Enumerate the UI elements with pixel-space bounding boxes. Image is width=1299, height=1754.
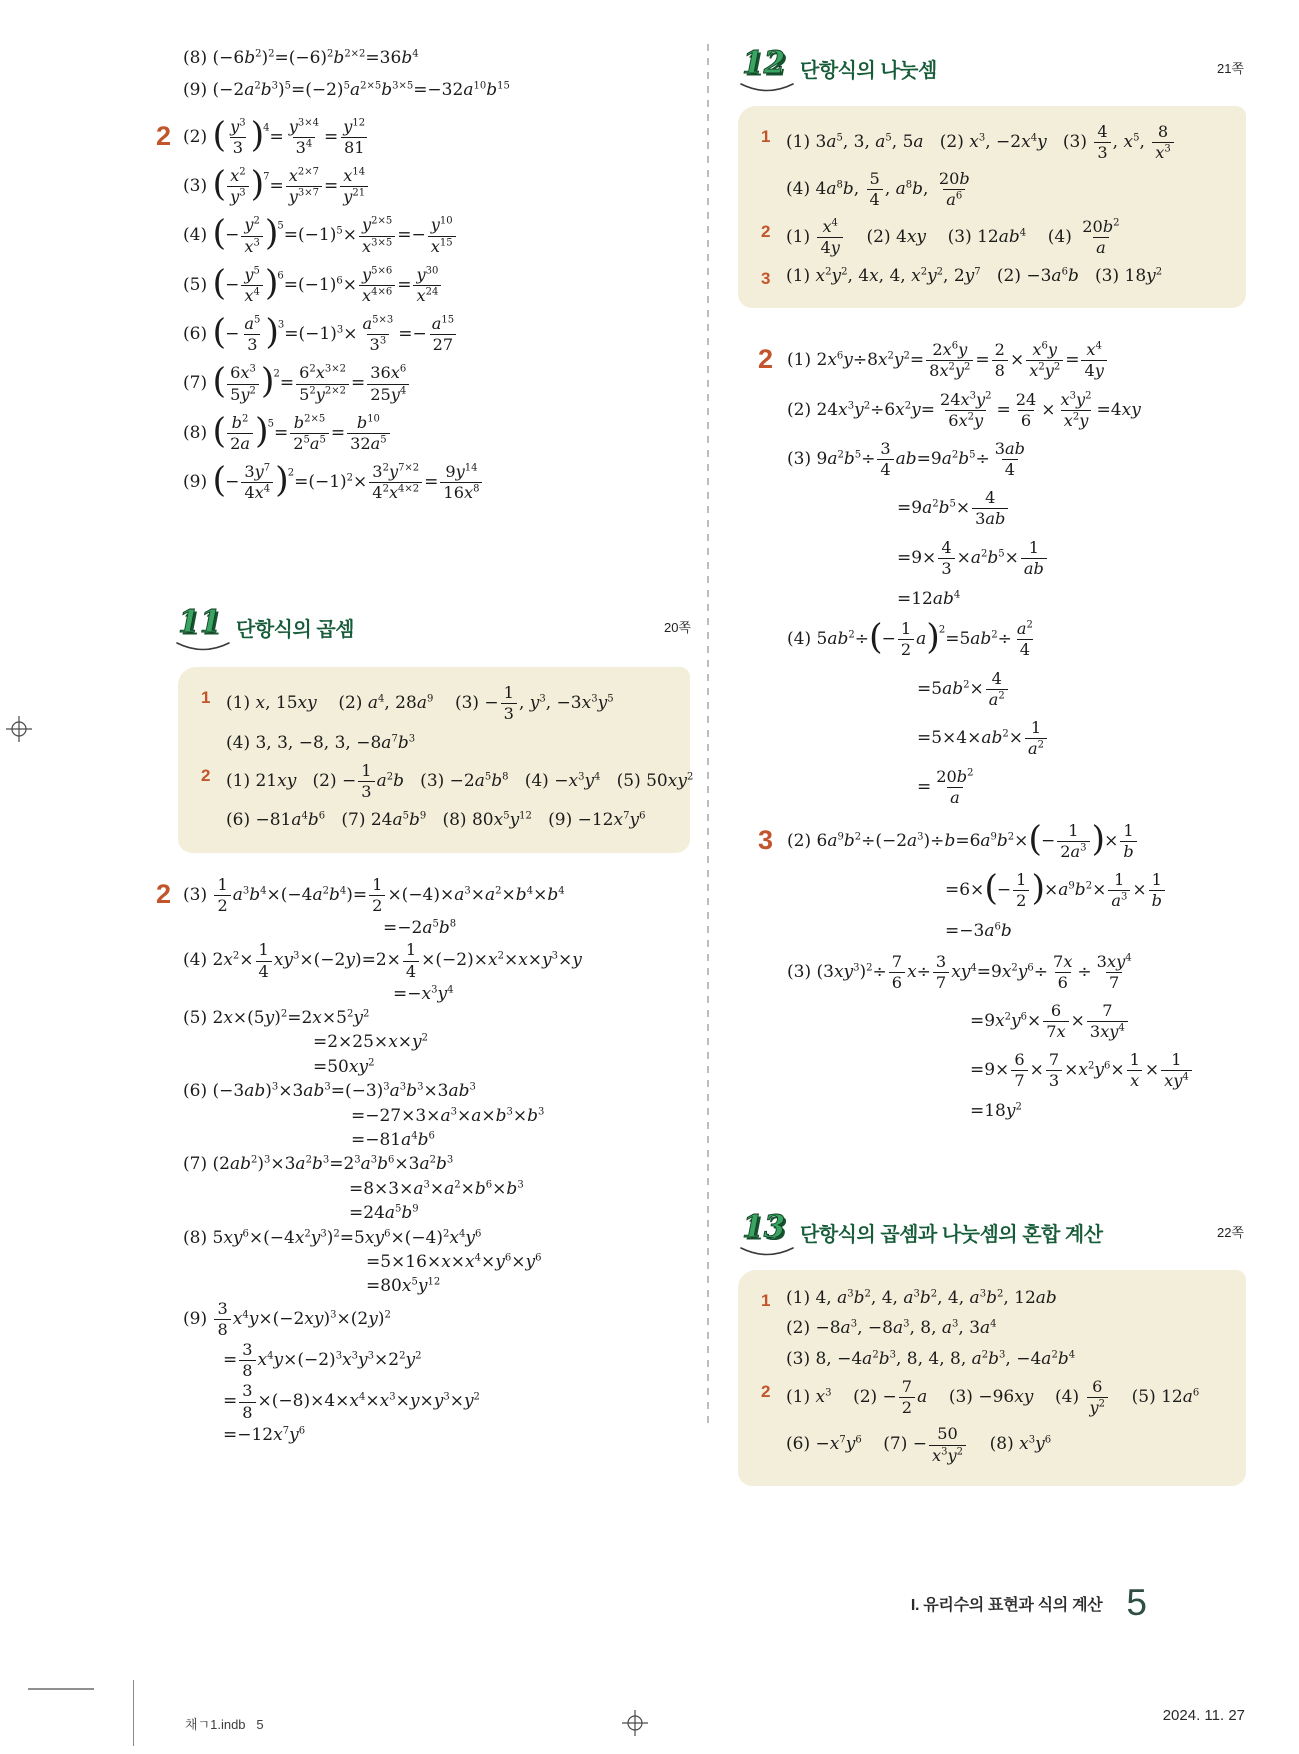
fraction: $\frac{7}{3xy^4}$	[1087, 1003, 1128, 1040]
solution-line: $=9a^2b^5\times$ $\frac{4}{3ab}$	[787, 490, 1246, 527]
fraction: $\frac{y^{5\times 6}}{x^{4\times 6}}$	[359, 267, 395, 304]
answer-box	[738, 1270, 1246, 1486]
fraction: $\frac{a^{15}}{27}$	[429, 316, 457, 353]
fraction: $\frac{3}{8}$	[214, 1301, 230, 1338]
section-number-icon: 11	[178, 604, 222, 641]
page-number: 5	[1126, 1582, 1147, 1623]
fraction: $\frac{b^{10}}{32a^5}$	[347, 415, 390, 452]
solution-block	[156, 874, 693, 1445]
section-header	[742, 1210, 1246, 1264]
fraction: $\frac{x^{2\times 7}}{y^{3\times 7}}$	[286, 168, 322, 205]
fraction: $\frac{6}{y^2}$	[1087, 1379, 1109, 1416]
fraction: $\frac{20b^2}{a}$	[936, 767, 974, 808]
fraction: $\frac{y^{10}}{x^{15}}$	[428, 217, 456, 254]
solution-line: (7) $(2ab^2)^3\times 3a^2b^3=2^3a^3b^6\times 3a^2b^3$	[183, 1154, 454, 1175]
fraction: $\frac{x^2}{y^3}$	[227, 168, 249, 205]
answer-line: (4) 3, 3, −8, 3, $-8a^7b^3$	[226, 732, 416, 753]
section-number-icon: 12	[742, 45, 786, 81]
solution-line: (6) (− $\frac{a^5}{3}$ )$^3=(-1)^3\times$ $\frac{a^{5\times 3}}{3^3}$ =− $\frac{a^{15}}{27}$	[183, 316, 693, 353]
problem-number: 2	[201, 765, 211, 785]
fraction: $\frac{9y^{14}}{16x^8}$	[440, 464, 482, 501]
solution-line: $=2\times 25\times x\times y^2$	[313, 1032, 429, 1053]
answer-line: (1) $x^2y^2$, 4x, 4, $x^2y^2$, $2y^7$ $(2) -3a^6b$ (3) $18y^2$	[786, 265, 1163, 286]
solution-line: =9× $\frac{4}{3}$ $\times a^2b^5\times$ $\frac{1}{ab}$	[787, 540, 1246, 577]
chapter-title: I. 유리수의 표현과 식의 계산	[910, 1596, 1103, 1614]
solution-line: $=-3a^6b$	[945, 921, 1012, 942]
problem-number: 2	[156, 120, 172, 151]
fraction: $\frac{3xy^4}{7}$	[1096, 951, 1132, 992]
fraction: $\frac{5}{4}$	[867, 171, 883, 208]
solution-line: $=5ab^2\times$ $\frac{4}{a^2}$	[787, 671, 1246, 708]
fraction: $\frac{3}{8}$	[239, 1383, 255, 1420]
page-footer	[911, 1582, 1147, 1624]
fraction: $\frac{a^2}{4}$	[1016, 619, 1033, 660]
fraction: $\frac{6}{7}$	[1011, 1052, 1027, 1089]
solution-line: (4) $2x^2\times$ $\frac{1}{4}$ $xy^3\times(-2y)=2\times$ $\frac{1}{4}$ $\times(-2)\times x^2\times x\times y^3\times y$	[183, 940, 582, 981]
solution-line: = $\frac{20b^2}{a}$	[787, 769, 1246, 806]
solution-line: (2) ( $\frac{y^3}{3}$ )$^4$= $\frac{y^{3\times 4}}{3^4}$ = $\frac{y^{12}}{81}$	[183, 119, 693, 156]
answer-line: (1) $3a^5$, 3, $a^5$, 5a (2) $x^3$, $-2x^4y$ (3) $\frac{4}{3}$ , $x^5$, $\frac{8}{x^3}$	[786, 124, 1232, 161]
fraction: $\frac{4}{3}$	[938, 540, 954, 577]
solution-line: $=-x^3y^4$	[393, 983, 454, 1004]
problem-number: 2	[156, 878, 172, 909]
fraction: $\frac{6^2x^{3\times 2}}{5^2y^{2\times 2}}$	[296, 365, 349, 402]
solution-line: (4) $5ab^2\div(-$ $\frac{1}{2}$ $a)^2=5ab^2\div$ $\frac{a^2}{4}$	[787, 621, 1246, 658]
answer-line: (1) x, 15xy (2) $a^4$, $28a^9$ (3) − $\frac{1}{3}$ , $y^3$, $-3x^3y^5$	[226, 683, 614, 724]
section-title: 단항식의 곱셈	[236, 619, 354, 642]
solution-line: (2) $6a^9b^2\div(-2a^3)\div b=6a^9b^2\times(-$ $\frac{1}{2a^3}$ )× $\frac{1}{b}$	[787, 823, 1246, 860]
fraction: $\frac{x^3y^2}{x^2y}$	[1060, 389, 1092, 430]
column-divider	[707, 44, 709, 1424]
solution-line: (8) $(-6b^2)^2=(-6)^2b^{2\times 2}=36b^4$	[183, 48, 419, 68]
fraction: $\frac{1}{a^3}$	[1108, 872, 1130, 909]
problem-number: 1	[201, 688, 211, 708]
solution-line: (6) $(-3ab)^3\times 3ab^3=(-3)^3a^3b^3\times 3ab^3$	[183, 1081, 476, 1102]
fraction: $\frac{3}{8}$	[239, 1342, 255, 1379]
answer-line: (3) 8, $-4a^2b^3$, 8, 4, 8, $a^2b^3$, $-4a^2b^4$	[786, 1348, 1076, 1369]
fraction: $\frac{36x^6}{25y^4}$	[367, 365, 409, 402]
solution-block	[156, 115, 693, 503]
fraction: $\frac{3}{7}$	[933, 954, 949, 991]
answer-row	[201, 760, 694, 831]
answer-row	[761, 122, 1232, 210]
answer-line: (1) $x^3$ (2) − $\frac{7}{2}$ a (3) −96xy (4) $\frac{6}{y^2}$ (5) $12a^6$	[786, 1377, 1200, 1418]
fraction: $\frac{1}{3}$	[358, 763, 374, 800]
fraction: $\frac{1}{b}$	[1149, 872, 1165, 909]
fraction: $\frac{24x^3y^2}{6x^2y}$	[939, 389, 992, 430]
solution-line: (9) (− $\frac{3y^7}{4x^4}$ )$^2=(-1)^2\times$ $\frac{3^2y^{7\times 2}}{4^2x^{4\times 2}}$ = $\frac{9y^{14}}{16x^8}$	[183, 464, 693, 501]
fraction: $\frac{7}{2}$	[899, 1379, 915, 1416]
solution-line: (4) (− $\frac{y^2}{x^3}$ )$^5=(-1)^5\times$ $\frac{y^{2\times 5}}{x^{3\times 5}}$ =− $\frac{y^{10}}{x^{15}}$	[183, 217, 693, 254]
problem-number: 1	[761, 127, 771, 146]
fraction: $\frac{7x}{6}$	[1053, 951, 1073, 992]
fraction: $\frac{1}{b}$	[1120, 823, 1136, 860]
solution-line: $=9x^2y^6\times$ $\frac{6}{7x}$ × $\frac{7}{3xy^4}$	[787, 1003, 1246, 1040]
solution-line: (9) $\frac{3}{8}$ $x^4y\times(-2xy)^3\times(2y)^2$	[183, 1298, 391, 1339]
fraction: $\frac{1}{2}$	[369, 877, 385, 914]
solution-line: (2) $24x^3y^2\div 6x^2y=$ $\frac{24x^3y^2}{6x^2y}$ = $\frac{24}{6}$ × $\frac{x^3y^2}{x^2y}$ =4xy	[787, 389, 1141, 430]
fraction: $\frac{7}{3}$	[1046, 1052, 1062, 1089]
solution-line: (1) $2x^6y\div 8x^2y^2=$ $\frac{2x^6y}{8x^2y^2}$ = $\frac{2}{8}$ × $\frac{x^6y}{x^2y^2}$ = $\frac{x^4}{4y}$	[787, 342, 1246, 379]
section-page-ref: 20쪽	[663, 620, 691, 636]
answer-line: (4) $4a^8b$, $\frac{5}{4}$ , $a^8b$, $\frac{20b}{a^6}$	[786, 171, 1232, 208]
fraction: $\frac{3y^7}{4x^4}$	[241, 464, 273, 501]
print-date: 2024. 11. 27	[1162, 1707, 1245, 1724]
solution-line: (5) $2x\times(5y)^2=2x\times 5^2y^2$	[183, 1008, 370, 1029]
fraction: $\frac{3ab}{4}$	[994, 438, 1025, 480]
fraction: $\frac{6}{7x}$	[1043, 1003, 1068, 1040]
right-column	[738, 40, 1246, 1486]
solution-line: $=18y^2$	[970, 1101, 1022, 1122]
fraction: $\frac{x^4}{4y}$	[1081, 342, 1106, 379]
fraction: $\frac{2}{8}$	[992, 342, 1008, 379]
fraction: $\frac{a^5}{3}$	[244, 314, 261, 355]
solution-line: = $\frac{3}{8}$ $\times(-8)\times 4\times x^4\times x^3\times y\times y^3\times y^2$	[223, 1381, 480, 1422]
solution-line: $=5\times 4\times ab^2\times$ $\frac{1}{a^2}$	[787, 720, 1246, 757]
solution-line: (3) $9a^2b^5\div$ $\frac{3}{4}$ $ab=9a^2b^5\div$ $\frac{3ab}{4}$	[787, 441, 1246, 478]
answer-line: (1) 4, $a^3b^2$, 4, $a^3b^2$, 4, $a^3b^2$, 12ab	[786, 1287, 1057, 1308]
solution-block	[158, 48, 693, 101]
solution-line: $=-12x^7y^6$	[223, 1424, 306, 1445]
fraction: $\frac{x^4}{4y}$	[817, 219, 842, 256]
fraction: $\frac{b^{2\times 5}}{2^5a^5}$	[290, 415, 329, 452]
fraction: $\frac{1}{x}$	[1127, 1052, 1143, 1089]
solution-line: $=5\times 16\times x\times x^4\times y^6\times y^6$	[366, 1252, 542, 1272]
problem-number: 3	[758, 824, 774, 855]
answer-row	[201, 683, 676, 753]
solution-line: $=24a^5b^9$	[349, 1203, 419, 1224]
fraction: $\frac{2x^6y}{8x^2y^2}$	[926, 342, 973, 379]
solution-line: =6×(− $\frac{1}{2}$ )$\times a^9b^2\times$ $\frac{1}{a^3}$ × $\frac{1}{b}$	[787, 872, 1246, 909]
fraction: $\frac{7}{6}$	[889, 954, 905, 991]
answer-line: $(2) -8a^3$, $-8a^3$, 8, $a^3$, $3a^4$	[786, 1318, 997, 1339]
answer-line: $(6) -x^7y^6$ (7) − $\frac{50}{x^3y^2}$ (8) $x^3y^6$	[786, 1424, 1052, 1465]
fraction: $\frac{4}{a^2}$	[986, 671, 1008, 708]
fraction: $\frac{y^{2\times 5}}{x^{3\times 5}}$	[359, 217, 395, 254]
fraction: $\frac{1}{2a^3}$	[1057, 823, 1089, 860]
problem-number: 2	[758, 344, 774, 375]
section-page-ref: 21쪽	[1216, 61, 1244, 76]
answer-line: (1) 21xy (2) − $\frac{1}{3}$ $a^2b$ $(3) -2a^5b^8$ $(4) -x^3y^4$ (5) $50xy^2$	[226, 760, 694, 802]
answer-line: (1) $\frac{x^4}{4y}$ (2) 4xy (3) $12ab^4$ (4) $\frac{20b^2}{a}$	[786, 219, 1232, 256]
solution-line: $=50xy^2$	[313, 1056, 375, 1077]
fraction: $\frac{y^{12}}{81}$	[340, 119, 368, 156]
problem-number: 2	[761, 1382, 771, 1402]
fraction: $\frac{a^{5\times 3}}{3^3}$	[362, 314, 394, 355]
problem-number: 3	[761, 268, 771, 288]
crop-mark-line	[28, 1688, 94, 1690]
answer-row	[761, 1287, 1232, 1369]
solution-line: =9× $\frac{6}{7}$ × $\frac{7}{3}$ $\times x^2y^6\times$ $\frac{1}{x}$ × $\frac{1}{xy^4}$	[787, 1052, 1246, 1089]
section-header	[178, 605, 693, 659]
registration-mark-bottom	[622, 1710, 648, 1736]
fraction: $\frac{y^{3\times 4}}{3^4}$	[288, 116, 320, 157]
fraction: $\frac{4}{3}$	[1094, 124, 1110, 161]
section-title: 단항식의 곱셈과 나눗셈의 혼합 계산	[800, 1223, 1103, 1246]
answer-box	[178, 667, 694, 852]
fraction: $\frac{24}{6}$	[1015, 389, 1037, 430]
fraction: $\frac{3}{4}$	[877, 441, 893, 478]
solution-line: (9) $(-2a^2b^3)^5=(-2)^5a^{2\times 5}b^{3\times 5}=-32a^{10}b^{15}$	[183, 80, 510, 101]
solution-line: (5) (− $\frac{y^5}{x^4}$ )$^6=(-1)^6\times$ $\frac{y^{5\times 6}}{x^{4\times 6}}$ = $\frac{y^{30}}{x^{24}}$	[183, 267, 693, 304]
fraction: $\frac{1}{xy^4}$	[1161, 1052, 1192, 1089]
answer-row	[761, 216, 1232, 257]
answer-line: $(6) -81a^4b^6$ (7) $24a^5b^9$ (8) $80x^5y^{12}$ $(9) -12x^7y^6$	[226, 810, 646, 831]
solution-line: $=8\times 3\times a^3\times a^2\times b^6\times b^3$	[349, 1178, 524, 1199]
fraction: $\frac{1}{2}$	[1013, 872, 1029, 909]
fraction: $\frac{1}{ab}$	[1021, 540, 1047, 577]
solution-line: $=-27\times 3\times a^3\times a\times b^3\times b^3$	[351, 1105, 545, 1126]
fraction: $\frac{x^{14}}{y^{21}}$	[340, 168, 368, 205]
solution-line: (3) $\frac{1}{2}$ $a^3b^4\times(-4a^2b^4)=$ $\frac{1}{2}$ $\times(-4)\times a^3\times a^2\times b^4\times b^4$	[183, 874, 565, 915]
fraction: $\frac{1}{4}$	[403, 942, 419, 979]
section-title: 단항식의 나눗셈	[800, 60, 937, 82]
fraction: $\frac{20b^2}{a}$	[1082, 216, 1120, 257]
section-page-ref: 22쪽	[1216, 1224, 1244, 1240]
fraction: $\frac{4}{3ab}$	[972, 490, 1008, 527]
solution-line: (3) ( $\frac{x^2}{y^3}$ )$^7$= $\frac{x^{2\times 7}}{y^{3\times 7}}$ = $\frac{x^{14}}{y^{21}}$	[183, 168, 693, 205]
solution-line: $=-81a^4b^6$	[351, 1130, 435, 1151]
fraction: $\frac{1}{3}$	[501, 685, 517, 722]
solution-line: = $\frac{3}{8}$ $x^4y\times(-2)^3x^3y^3\times 2^2y^2$	[223, 1340, 422, 1381]
fraction: $\frac{50}{x^3y^2}$	[929, 1426, 966, 1463]
solution-line: (8) ( $\frac{b^2}{2a}$ )$^5$= $\frac{b^{2\times 5}}{2^5a^5}$ = $\frac{b^{10}}{32a^5}$	[183, 415, 693, 452]
section-header	[742, 46, 1246, 100]
solution-line: $=80x^5y^{12}$	[366, 1276, 441, 1297]
fraction: $\frac{1}{2}$	[214, 877, 230, 914]
problem-number: 2	[761, 221, 771, 241]
fraction: $\frac{y^{30}}{x^{24}}$	[413, 267, 441, 304]
answer-row	[761, 1377, 1232, 1465]
problem-number: 1	[761, 1290, 771, 1310]
fraction: $\frac{1}{2}$	[898, 621, 914, 658]
solution-line: $=12ab^4$	[897, 588, 961, 609]
fraction: $\frac{3^2y^{7\times 2}}{4^2x^{4\times 2}}$	[369, 464, 422, 501]
crop-mark-line-vertical	[133, 1680, 134, 1746]
solution-block	[738, 342, 1246, 806]
solution-line: $=-2a^5b^8$	[383, 918, 457, 938]
fraction: $\frac{y^3}{3}$	[230, 116, 246, 157]
print-filename: 채ㄱ1.indb 5	[185, 1717, 264, 1732]
answer-box	[738, 106, 1246, 308]
solution-line: (3) $(3xy^3)^2\div$ $\frac{7}{6}$ x÷ $\frac{3}{7}$ $xy^4=9x^2y^6\div$ $\frac{7x}{6}$ ÷ $\frac{3xy^4}{7}$	[787, 954, 1246, 991]
fraction: $\frac{1}{a^2}$	[1025, 720, 1047, 757]
fraction: $\frac{6x^3}{5y^2}$	[227, 365, 259, 402]
solution-line: (7) ( $\frac{6x^3}{5y^2}$ )$^2$= $\frac{6^2x^{3\times 2}}{5^2y^{2\times 2}}$ = $\frac{36x^6}{25y^4}$	[183, 365, 693, 402]
section-number-icon: 13	[742, 1208, 786, 1245]
solution-line: (8) $5xy^6\times(-4x^2y^3)^2=5xy^6\times(-4)^2x^4y^6$	[183, 1227, 482, 1248]
registration-mark-left	[6, 716, 32, 742]
fraction: $\frac{y^2}{x^3}$	[241, 217, 263, 254]
fraction: $\frac{20b}{a^6}$	[938, 169, 970, 210]
fraction: $\frac{b^2}{2a}$	[227, 415, 253, 452]
fraction: $\frac{y^5}{x^4}$	[241, 267, 263, 304]
solution-block	[738, 818, 1246, 1122]
answer-row	[761, 265, 1232, 288]
fraction: $\frac{1}{4}$	[256, 942, 272, 979]
fraction: $\frac{8}{x^3}$	[1152, 124, 1173, 161]
left-column	[158, 40, 693, 1449]
fraction: $\frac{x^6y}{x^2y^2}$	[1026, 342, 1063, 379]
